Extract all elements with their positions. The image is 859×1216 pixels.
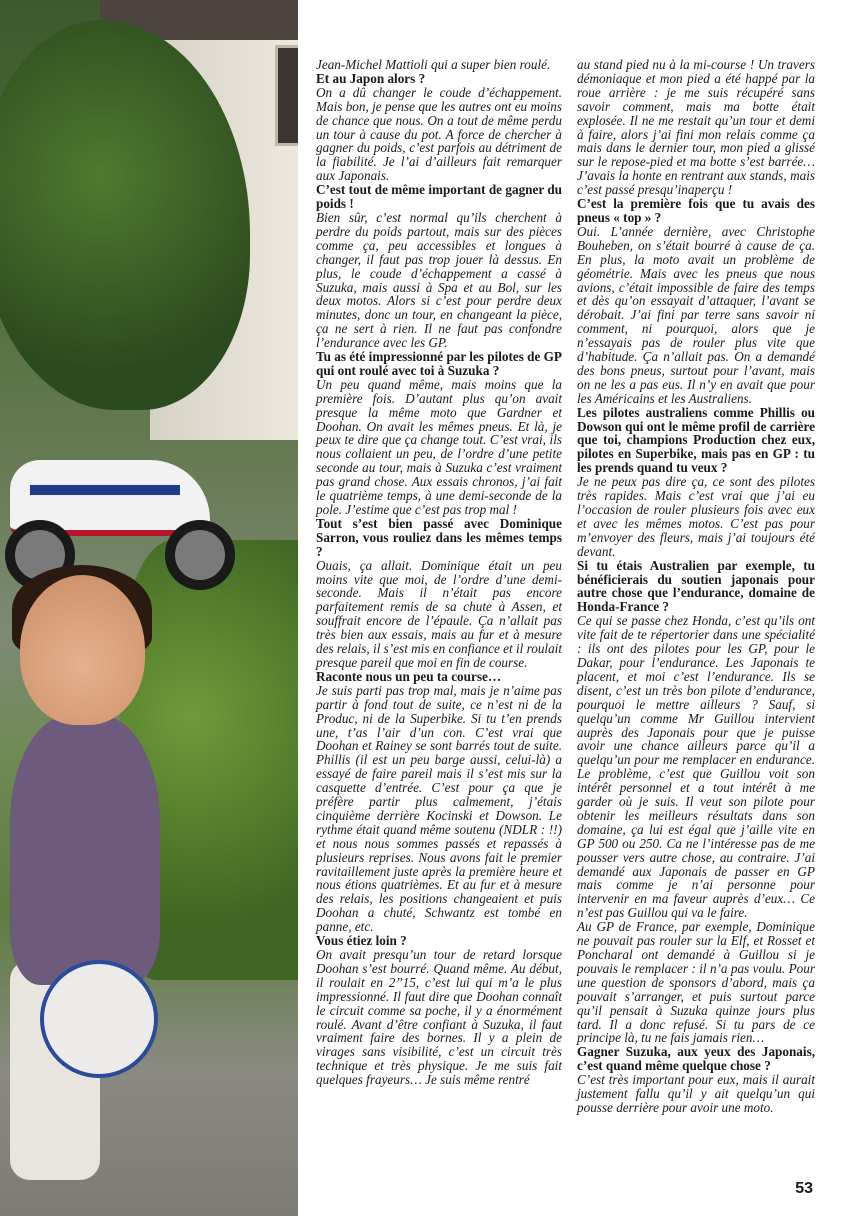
child-face [20,575,145,725]
interview-question: Les pilotes australiens comme Phillis ou Dowson qui ont le même profil de carrière que toi, champions Production chez eux, pilotes en Superbike, mais pas en GP : tu les prends quand tu veux ? [577,404,815,476]
toy-scooter [40,960,158,1078]
interview-answer: On a dû changer le coude d’échappement. Mais bon, je pense que les autres ont eu moins de chance que nous. On a tout de même perdu un tour à cause du pot. A force de chercher à gagner du poids, c’est parfois au détriment de la fiabilité. Je l’ai d’ailleurs fait remarquer aux Japonais. [316,84,562,184]
interview-question: C’est la première fois que tu avais des pneus « top » ? [577,196,815,225]
interview-answer: Un peu quand même, mais moins que la première fois. D’autant plus qu’on avait presque la même moto que Gardner et Doohan. On avait les mêmes pneus. Et là, je peux te dire que ça change tout. C’est vrai, ils nous collaient un peu, de l’ordre d’une petite seconde au tour, mais à Suzuka c’est vraiment pas grand chose. Aux essais chronos, j’ai fait le quatrième temps, à une demi-seconde de la pole. J’estime que c’est pas trop mal ! [316,376,562,517]
interview-question: Raconte nous un peu ta course… [316,668,502,684]
interview-question: C’est tout de même important de gagner du poids ! [316,182,562,212]
motorcycle-wheel [165,520,235,590]
interview-answer: Ouais, ça allait. Dominique était un peu moins vite que moi, de l’ordre d’une demi-seconde. Mais il n’était pas encore parfaitement remis de sa chute à Assen, et souffrait encore de l’épaule. Ça n’allait pas très bien aux essais, mais au fur et à mesure des relais, il s’est mis en confiance et il roulait presque pareil que moi en fin de course. [316,557,562,670]
child-sweater [10,715,160,985]
article-column-2 [577,58,815,1115]
interview-answer: Ce qui se passe chez Honda, c’est qu’ils ont vite fait de te répertorier dans une spécialité : ils ont des pilotes pour les GP, pour le Dakar, pour l’endurance. Les Japonais te placent, et moi c’est l’endurance. Ils se disent, c’est un très bon pilote d’endurance, pourquoi le mettre ailleurs ? Sauf, si quelqu’un comme Mr Guillou intervient auprès des Japonais pour que je puisse avoir une chance ailleurs parce qu’il a quelqu’un pour me remplacer en endurance. Le problème, c’est que Guillou voit son intérêt personnel et a tout intérêt à me garder où je suis. Il veut son pilote pour obtenir les meilleurs résultats dans son domaine, ça lui est égal que j’aille vite en GP 500 ou 250. Ca ne l’intéresse pas de me pousser vers autre chose, au contraire. J’ai demandé aux Japonais de passer en GP mais comme je n’ai personne pour intervenir en ma faveur auprès d’eux… Ce n’est pas Guillou qui va le faire. [577,613,815,921]
interview-answer: Jean-Michel Mattioli qui a super bien roulé. [316,57,551,72]
interview-answer: Au GP de France, par exemple, Dominique ne pouvait pas rouler sur la Elf, et Rosset et Poncharal ont demandé à Guillou si je pouvais le remplacer : il n’a pas voulu. Pour une question de sponsors d’abord, mais ça pouvait s’arranger, et puis surtout parce qu’il pensait à Suzuka quinze jours plus tard. Il a donc refusé. Si tu pars de ce principe là, tu ne fais jamais rien… [577,919,815,1046]
interview-answer: au stand pied nu à la mi-course ! Un travers démoniaque et mon pied a été happé par la roue arrière : je me suis récupéré sans savoir comment, mais ma botte était explosée. Il ne me restait qu’un tour et demi à faire, alors j’ai fini mon relais comme ça mais dans le dernier tour, mon pied a glissé sur le repose-pied et ma botte s’est barrée… J’avais la honte en rentrant aux stands, mais c’est passé presqu’inaperçu ! [577,57,815,198]
interview-answer: Je ne peux pas dire ça, ce sont des pilotes très rapides. Mais c’est vrai que j’ai eu l’occasion de rouler plusieurs fois avec eux et avec les mêmes motos. C’est pas pour m’envoyer des fleurs, mais j’ai toujours été devant. [577,474,815,559]
interview-question: Tout s’est bien passé avec Dominique Sarron, vous rouliez dans les mêmes temps ? [316,515,562,559]
photo-child-motorcycle [0,0,298,1216]
motorcycle [0,430,250,580]
interview-question: Tu as été impressionné par les pilotes de GP qui ont roulé avec toi à Suzuka ? [316,349,562,378]
interview-answer: Oui. L’année dernière, avec Christophe Bouheben, on s’était bourré à cause de ça. En plus, la moto avait un problème de géométrie. Mais avec les pneus que nous avions, c’était impossible de faire des temps et dès qu’on essayait d’attaquer, l’avant se dérobait. J’ai fini par terre sans savoir ni comment, ni pourquoi, alors que je n’essayais pas de rouler plus vite que d’habitude. Ça n’allait pas. On a demandé des bons pneus, surtout pour l’avant, mais on ne les a pas eus. Il n’y en avait que pour les Américains et les Australiens. [577,223,815,406]
interview-answer: On avait presqu’un tour de retard lorsque Doohan s’est bourré. Quand même. Au début, il roulait en 2’’15, c’est lui qui m’a le plus impressionné. Il faut dire que Doohan connaît le circuit comme sa poche, il y a énormément roulé. Avant d’être confiant à Suzuka, il faut vraiment faire des bornes. Il y a plein de virages sans visibilité, c’est un circuit très technique et très physique. Je me suis fait quelques frayeurs… Je suis même rentré [316,947,562,1088]
motorcycle-stripe [30,485,180,495]
interview-question: Gagner Suzuka, aux yeux des Japonais, c’est quand même quelque chose ? [577,1044,815,1074]
interview-answer: C’est très important pour eux, mais il aurait justement fallu qu’il y ait quelqu’un qui pousse derrière pour avoir une moto. [577,1072,815,1115]
page-number: 53 [795,1180,813,1197]
interview-answer: Bien sûr, c’est normal qu’ils cherchent à perdre du poids partout, mais sur des pièces comme ça, peu accessibles et longues à changer, il faut pas trop jouer là dessus. En plus, le coude d’échappement a cassé à Suzuka, mais aussi à Spa et au Bol, sur les deux motos. Alors si c’est pour perdre deux minutes, donc un tour, en changeant la pièce, ça ne sert à rien. Il ne faut pas confondre l’endurance avec les GP. [316,209,562,351]
interview-answer: Je suis parti pas trop mal, mais je n’aime pas partir à fond tout de suite, ce n’est ni de la Produc, ni de la Superbike. Si tu t’en prends une, t’as l’air d’un con. C’est vrai que Doohan et Rainey se sont barrés tout de suite. Phillis (il est un peu barge aussi, celui-là) a essayé de faire pareil mais il s’est mis sur la casquette d’entrée. C’est pour ça que je préfère partir plus calmement, j’étais cinquième derrière Kocinski et Dowson. Le rythme était quand même soutenu (NDLR : !!) et nous nous sommes passés et repassés à plusieurs reprises. Nous avons fait le premier ravitaillement juste après la première heure et nous étions quatrièmes. Et au fur et à mesure des relais, les positions changeaient et puis Doohan a chuté, Schwantz est tombé en panne, etc. [316,682,562,935]
article-column-1 [316,58,562,1087]
interview-question: Et au Japon alors ? [316,70,426,86]
house-window [275,45,298,146]
interview-question: Si tu étais Australien par exemple, tu bénéficierais du soutien japonais pour autre chose que l’endurance, domaine de Honda-France ? [577,557,815,615]
interview-question: Vous étiez loin ? [316,933,407,949]
